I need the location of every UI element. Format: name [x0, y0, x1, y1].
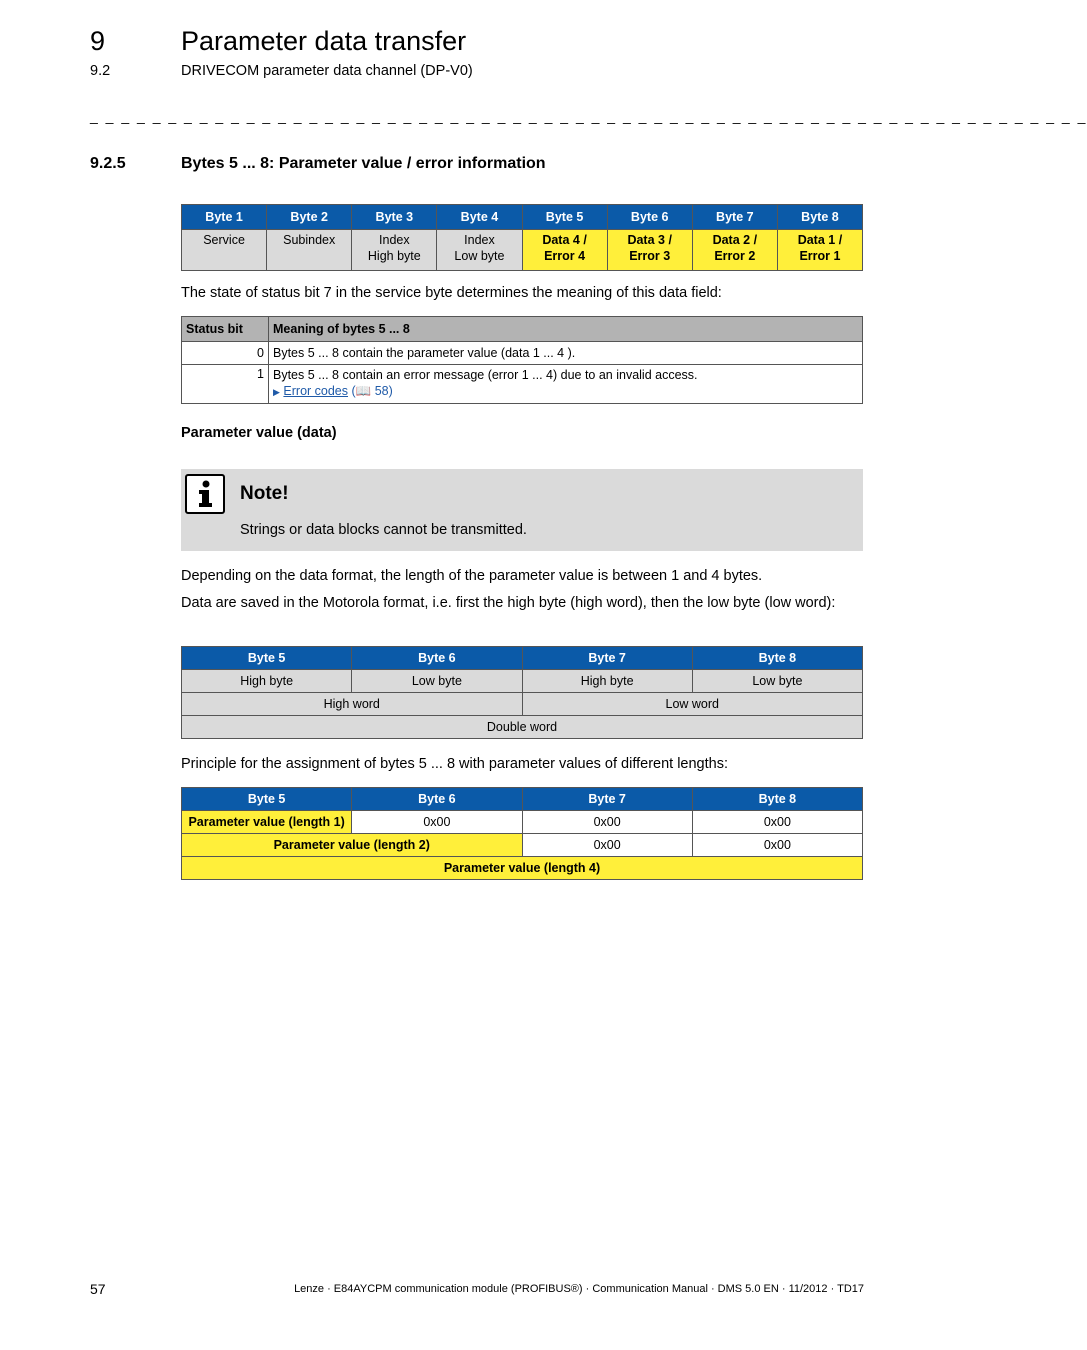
table-header-cell: Byte 7 — [522, 788, 692, 811]
table-cell-highlight: Data 3 / Error 3 — [607, 230, 692, 271]
table-cell: Low byte — [352, 670, 522, 693]
table-header-cell: Byte 2 — [267, 205, 352, 230]
table-cell-highlight: Parameter value (length 4) — [182, 857, 863, 880]
table-header-cell: Byte 4 — [437, 205, 522, 230]
table-cell: Service — [182, 230, 267, 271]
section-title: DRIVECOM parameter data channel (DP-V0) — [181, 63, 473, 79]
table-header-cell: Byte 8 — [692, 647, 862, 670]
table-cell: High word — [182, 693, 523, 716]
paragraph: The state of status bit 7 in the service byte determines the meaning of this data field: — [181, 285, 722, 301]
table-header-cell: Byte 5 — [182, 788, 352, 811]
paragraph: Principle for the assignment of bytes 5 ... 8 with parameter values of different lengths: — [181, 756, 728, 772]
table-cell: Index High byte — [352, 230, 437, 271]
table-cell: 0x00 — [522, 811, 692, 834]
table-cell: Index Low byte — [437, 230, 522, 271]
table-cell: 0x00 — [692, 811, 862, 834]
error-codes-link[interactable]: ▶ Error codes (📖 58) — [273, 384, 393, 398]
table-cell: Low byte — [692, 670, 862, 693]
table-header-cell: Byte 7 — [692, 205, 777, 230]
table-cell-highlight: Data 2 / Error 2 — [692, 230, 777, 271]
table-header-cell: Byte 7 — [522, 647, 692, 670]
table-cell: Low word — [522, 693, 863, 716]
table-cell: 0x00 — [352, 811, 522, 834]
table-cell: 0x00 — [692, 834, 862, 857]
table-header-cell: Byte 8 — [692, 788, 862, 811]
subsection-number: 9.2.5 — [90, 155, 126, 172]
section-number: 9.2 — [90, 63, 111, 79]
table-cell: 0x00 — [522, 834, 692, 857]
table-header-cell: Byte 6 — [607, 205, 692, 230]
table-cell-highlight: Data 4 / Error 4 — [522, 230, 607, 271]
paragraph: Data are saved in the Motorola format, i.e. first the high byte (high word), then the low byte (low word): — [181, 595, 836, 611]
table-cell: High byte — [182, 670, 352, 693]
table-header-cell: Byte 5 — [182, 647, 352, 670]
table-header-cell: Byte 6 — [352, 788, 522, 811]
page-number: 57 — [90, 1281, 106, 1297]
header-separator: _ _ _ _ _ _ _ _ _ _ _ _ _ _ _ _ _ _ _ _ _ _ _ _ _ _ _ _ _ _ _ _ _ _ _ _ _ _ _ _ _ _ _ _ _ _ _ _ _ _ _ _ _ _ _ _ _ _ _ _ _ _ _ _ — [90, 108, 1087, 124]
table-cell: Double word — [182, 716, 863, 739]
table-cell: 0 — [182, 342, 269, 365]
chapter-number: 9 — [90, 26, 106, 56]
motorola-format-table — [181, 646, 863, 739]
bytes-table — [181, 204, 863, 271]
table-cell: 1 — [182, 365, 269, 404]
arrow-right-icon: ▶ — [273, 387, 280, 397]
note-text: Strings or data blocks cannot be transmitted. — [240, 522, 527, 538]
subsection-title: Bytes 5 ... 8: Parameter value / error information — [181, 155, 546, 172]
table-cell: High byte — [522, 670, 692, 693]
table-header-cell: Byte 5 — [522, 205, 607, 230]
footer-text: Lenze · E84AYCPM communication module (PROFIBUS®) · Communication Manual · DMS 5.0 EN · 11/2012 · TD17 — [294, 1283, 864, 1295]
book-icon: 📖 — [355, 384, 372, 398]
table-header-cell: Meaning of bytes 5 ... 8 — [269, 317, 863, 342]
table-header-cell: Status bit — [182, 317, 269, 342]
table-cell-highlight: Parameter value (length 1) — [182, 811, 352, 834]
table-cell: Bytes 5 ... 8 contain an error message (error 1 ... 4) due to an invalid access. ▶ Error codes (📖 58) — [269, 365, 863, 404]
table-cell: Bytes 5 ... 8 contain the parameter value (data 1 ... 4 ). — [269, 342, 863, 365]
table-header-cell: Byte 6 — [352, 647, 522, 670]
chapter-title: Parameter data transfer — [181, 26, 467, 56]
table-header-cell: Byte 8 — [777, 205, 862, 230]
status-bit-table — [181, 316, 863, 404]
subheading-parameter-value: Parameter value (data) — [181, 425, 337, 441]
table-cell-highlight: Parameter value (length 2) — [182, 834, 523, 857]
paragraph: Depending on the data format, the length of the parameter value is between 1 and 4 bytes. — [181, 568, 763, 584]
note-title: Note! — [240, 483, 289, 504]
table-header-cell: Byte 3 — [352, 205, 437, 230]
table-cell-highlight: Data 1 / Error 1 — [777, 230, 862, 271]
assignment-table — [181, 787, 863, 880]
table-header-cell: Byte 1 — [182, 205, 267, 230]
table-cell: Subindex — [267, 230, 352, 271]
info-icon — [185, 474, 225, 514]
note-box — [181, 469, 863, 551]
